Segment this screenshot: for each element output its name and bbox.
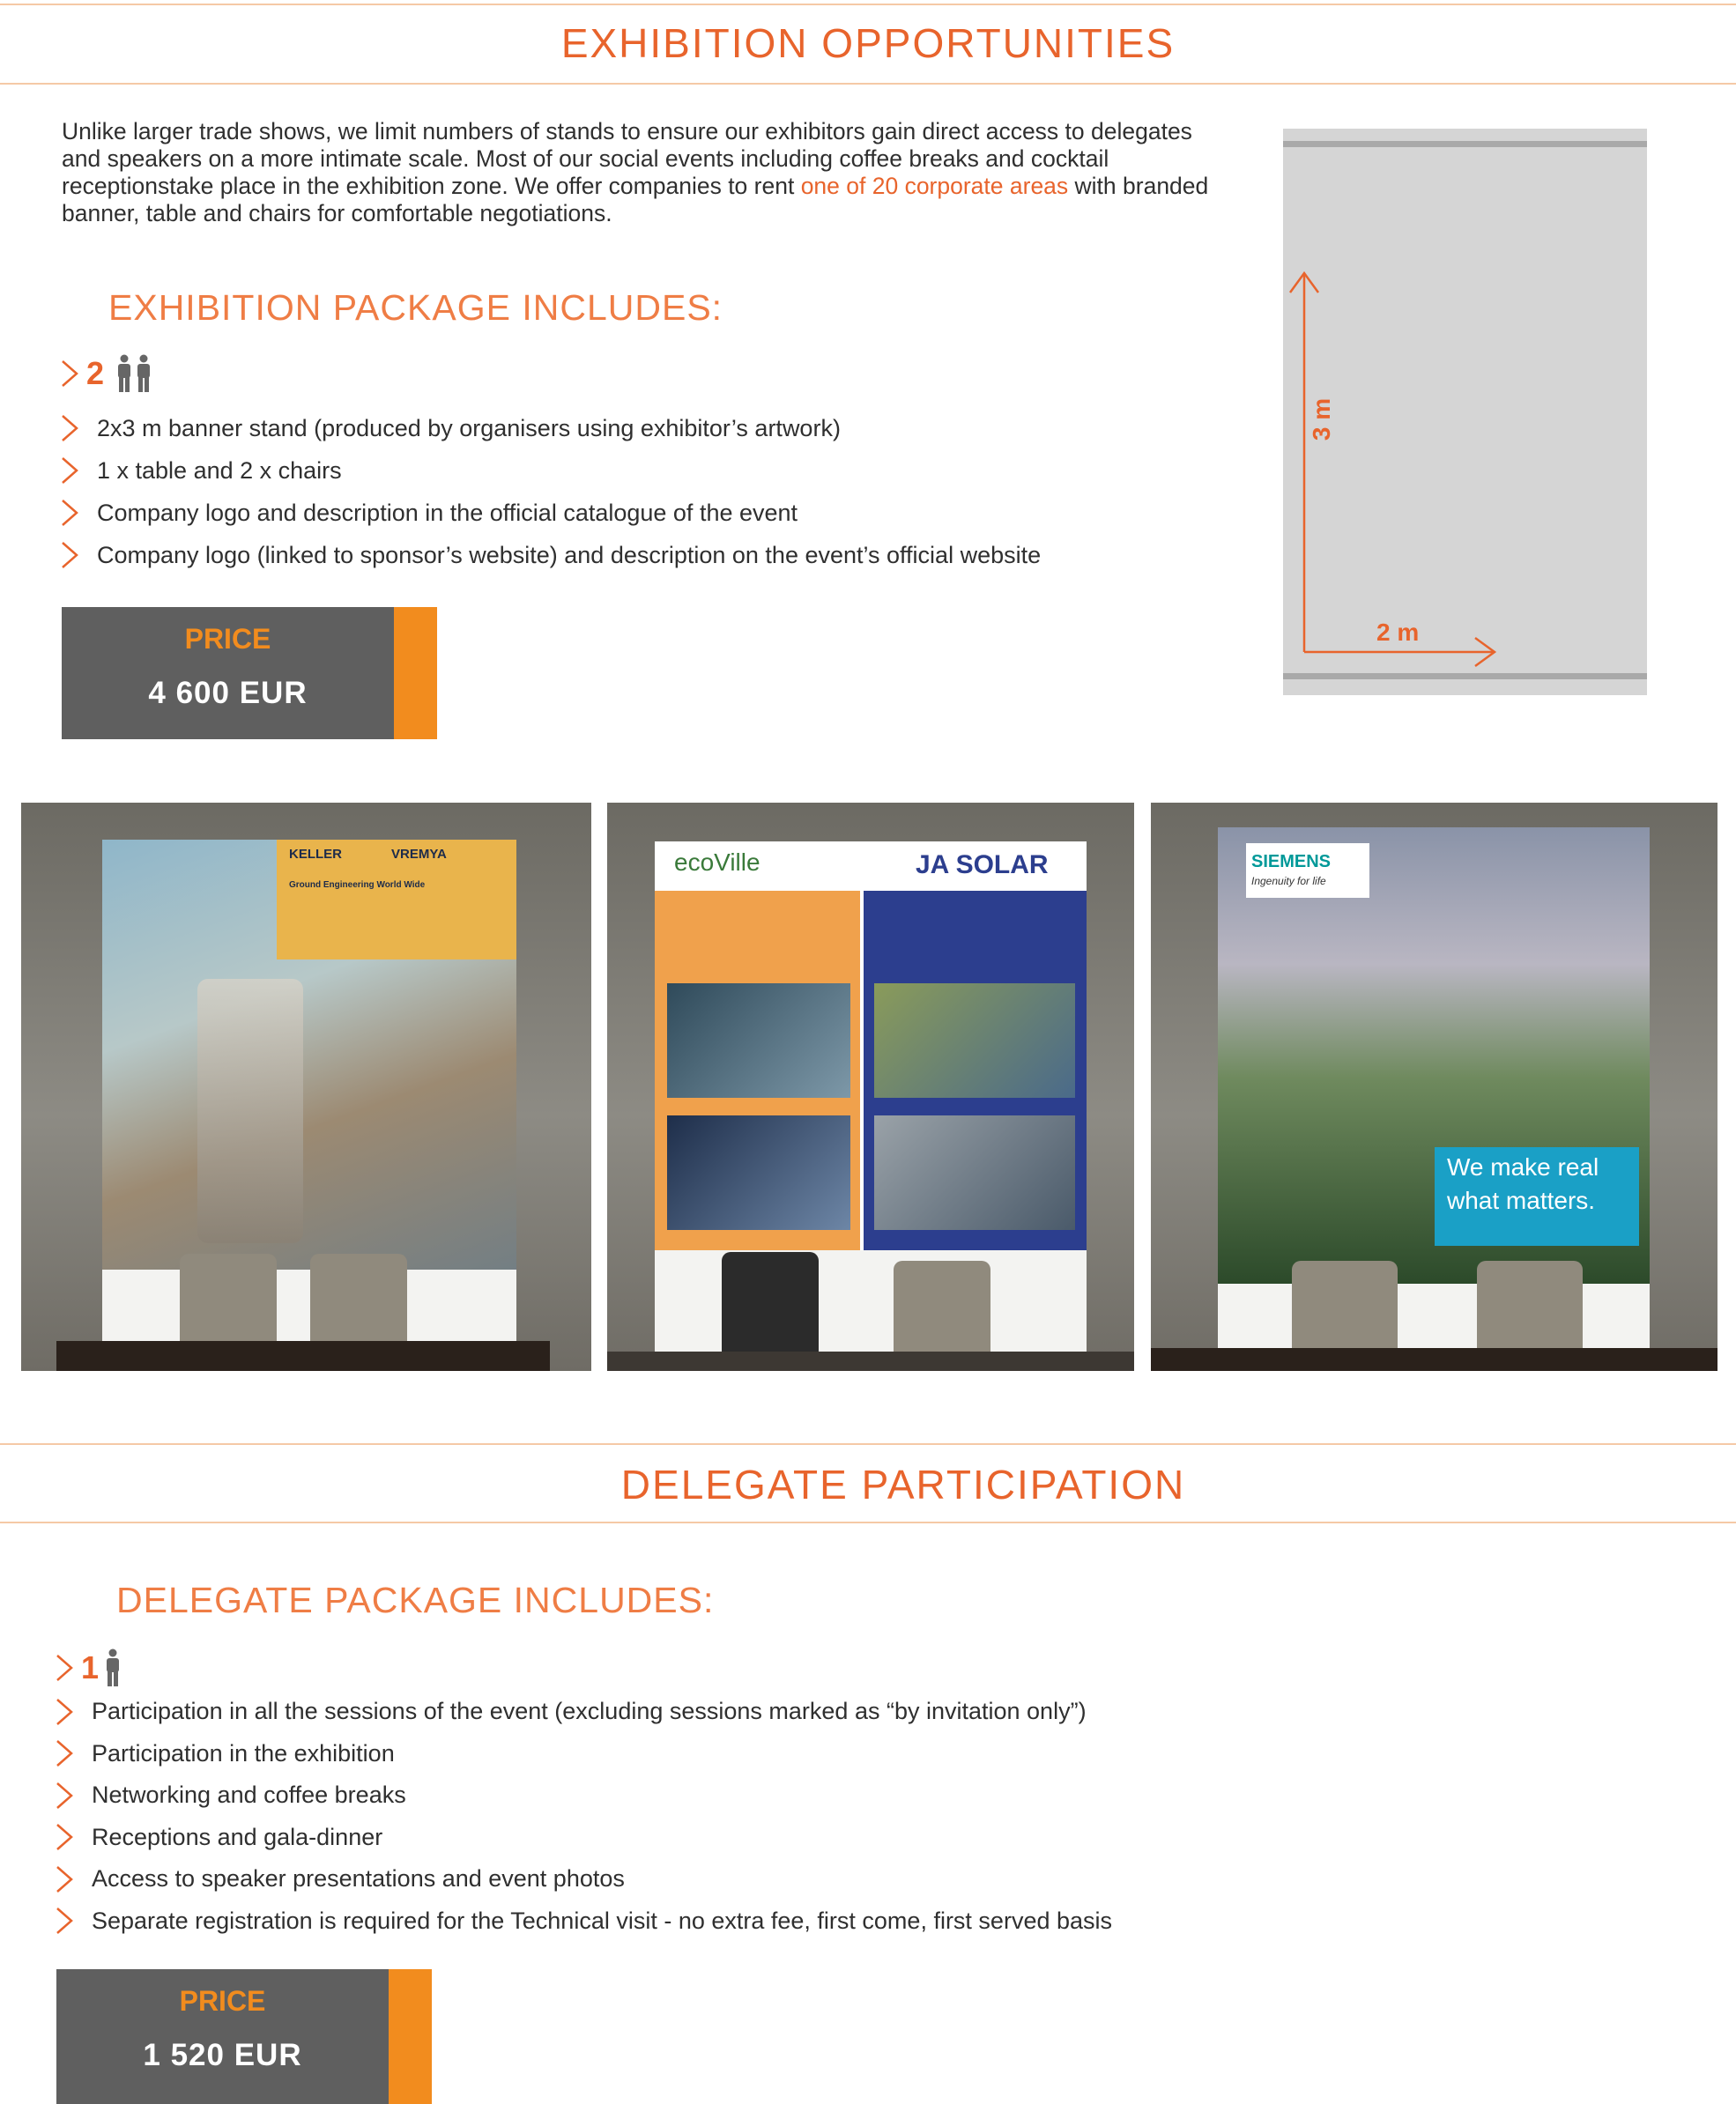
list-item <box>60 534 1041 576</box>
delegate-people-count <box>55 1648 123 1687</box>
keller-heading: Ground Engineering World Wide <box>289 880 426 890</box>
chevron-right-icon <box>55 1865 74 1893</box>
price-value: 1 520 EUR <box>143 2038 302 2072</box>
exhibition-price-box <box>62 607 437 739</box>
keller-logo: KELLER <box>289 847 342 862</box>
list-item-text: Separate registration is required for the Technical visit - no extra fee, first come, first served basis <box>92 1907 1113 1934</box>
delegate-package-title: DELEGATE PACKAGE INCLUDES: <box>116 1580 715 1620</box>
list-item <box>55 1774 1112 1817</box>
list-item-text: 2x3 m banner stand (produced by organisers using exhibitor’s artwork) <box>97 414 841 441</box>
siemens-slogan-line1: We make real <box>1447 1153 1599 1181</box>
chevron-right-icon <box>60 499 79 527</box>
solar-photo <box>667 983 850 1098</box>
list-item-text: Access to speaker presentations and event photos <box>92 1865 625 1893</box>
list-item <box>55 1858 1112 1900</box>
list-item <box>55 1817 1112 1859</box>
delegate-title-divider <box>0 1522 1736 1523</box>
table <box>56 1341 550 1371</box>
intro-text-part: with branded banner, table and chairs for comfortable negotiations. <box>62 173 1209 226</box>
delegate-package-list <box>55 1691 1112 1942</box>
people-count-number: 2 <box>86 355 105 391</box>
list-item-text: Participation in the exhibition <box>92 1739 395 1767</box>
booth-photo-jasolar <box>607 803 1134 1371</box>
price-accent-bar <box>394 607 437 739</box>
dimension-arrows <box>1283 129 1647 695</box>
list-item-text: Company logo and description in the official catalogue of the event <box>97 499 798 526</box>
list-item-text: Receptions and gala-dinner <box>92 1823 383 1850</box>
ecoville-logo: ecoVille <box>674 848 760 876</box>
chevron-right-icon <box>55 1907 74 1935</box>
list-item-text: Networking and coffee breaks <box>92 1782 406 1809</box>
chevron-right-icon <box>60 456 79 485</box>
booth-photo-siemens <box>1151 803 1717 1371</box>
chevron-right-icon <box>55 1654 74 1682</box>
solar-photo <box>874 1115 1075 1230</box>
exhibition-package-title: EXHIBITION PACKAGE INCLUDES: <box>108 287 723 328</box>
intro-text-part: Unlike larger trade shows, we limit numbers of stands to ensure our exhibitors gain direct access to delegates and speakers on a more intimate scale. Most of our social events including coffee breaks and cocktail receptionstake place in the exhibition zone. We offer companies to rent <box>62 118 1192 199</box>
siemens-logo: SIEMENS <box>1251 852 1332 871</box>
exhibition-people-count <box>60 354 155 393</box>
exhibition-intro-text <box>62 118 1225 227</box>
table <box>1151 1348 1717 1371</box>
vremya-logo: VREMYA <box>391 847 447 862</box>
people-count-number: 1 <box>81 1649 100 1685</box>
top-divider <box>0 4 1736 5</box>
list-item <box>60 492 1041 534</box>
corporate-areas-highlight: one of 20 corporate areas <box>800 173 1069 199</box>
chevron-right-icon <box>60 414 79 442</box>
exhibition-package-list <box>60 407 1041 576</box>
table <box>607 1352 1134 1371</box>
title-divider <box>0 83 1736 85</box>
list-item <box>55 1733 1112 1775</box>
chair <box>894 1261 990 1367</box>
list-item <box>60 449 1041 492</box>
list-item-text: Company logo (linked to sponsor’s website) and description on the event’s official website <box>97 541 1042 568</box>
booth-photo-keller <box>21 803 591 1371</box>
chevron-right-icon <box>55 1739 74 1767</box>
list-item <box>55 1691 1112 1733</box>
banner-size-diagram <box>1283 129 1647 695</box>
chevron-right-icon <box>60 541 79 569</box>
solar-photo <box>667 1115 850 1230</box>
siemens-slogan-line2: what matters. <box>1447 1187 1596 1214</box>
delegate-section-title: DELEGATE PARTICIPATION <box>620 1462 1186 1508</box>
jasolar-logo: JA SOLAR <box>916 850 1049 879</box>
price-value: 4 600 EUR <box>148 676 308 710</box>
chair <box>722 1252 819 1367</box>
list-item-text: Participation in all the sessions of the event (excluding sessions marked as “by invitation only”) <box>92 1698 1087 1725</box>
height-label: 3 m <box>1308 397 1336 441</box>
delegate-top-divider <box>0 1443 1736 1445</box>
list-item <box>60 407 1041 449</box>
chevron-right-icon <box>55 1823 74 1851</box>
exhibition-section-title: EXHIBITION OPPORTUNITIES <box>560 20 1176 66</box>
price-label: PRICE <box>184 623 271 655</box>
list-item-text: 1 x table and 2 x chairs <box>97 456 342 484</box>
price-label: PRICE <box>179 1985 266 2017</box>
person-icon <box>102 1648 123 1687</box>
solar-photo <box>874 983 1075 1098</box>
delegate-price-box <box>56 1969 432 2104</box>
two-persons-icon <box>115 354 155 393</box>
price-accent-bar <box>389 1969 432 2104</box>
list-item <box>55 1900 1112 1943</box>
banner-base <box>655 1250 1087 1365</box>
chevron-right-icon <box>55 1698 74 1726</box>
width-label: 2 m <box>1376 619 1420 646</box>
chevron-right-icon <box>60 359 79 388</box>
siemens-tagline: Ingenuity for life <box>1251 875 1326 887</box>
keller-illustration-tower <box>197 979 303 1243</box>
chevron-right-icon <box>55 1782 74 1810</box>
